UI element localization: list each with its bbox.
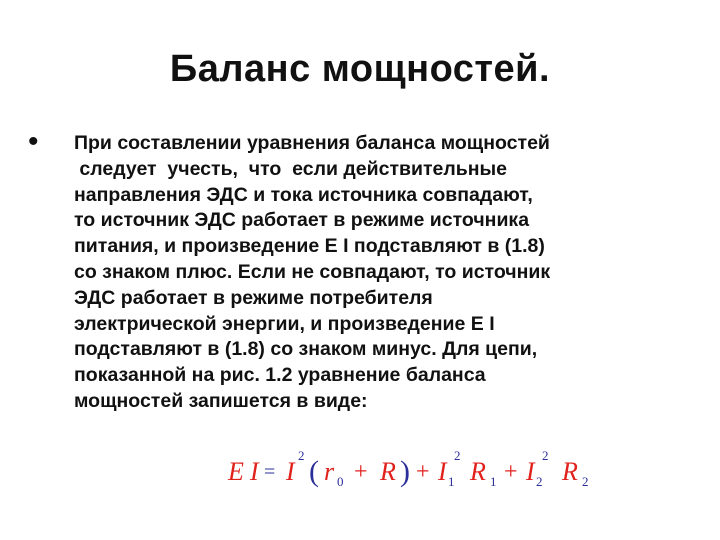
body-line: подставляют в (1.8) со знаком минус. Для цепи, [74, 338, 538, 361]
formula-R2-sub: 2 [582, 474, 589, 489]
slide-title: Баланс мощностей. [169, 48, 551, 90]
body-line: следует учесть, что если действительные [74, 157, 508, 180]
formula-r: r [324, 457, 335, 486]
formula-E: E [228, 457, 244, 486]
formula-equals: = [264, 461, 276, 483]
formula-plus: + [354, 459, 368, 485]
formula-I1: I [438, 457, 447, 486]
body-line: направления ЭДС и тока источника совпадают, [74, 183, 533, 206]
bullet-marker: • [28, 125, 39, 158]
body-line: то источник ЭДС работает в режиме источника [74, 209, 530, 232]
formula-lparen: ( [309, 455, 319, 488]
formula-plus: + [416, 459, 430, 485]
formula-R1: R [470, 457, 486, 486]
formula-R2: R [562, 457, 578, 486]
power-balance-formula [224, 446, 606, 490]
formula-I2-sub: 2 [536, 474, 543, 489]
formula-I2: I [526, 457, 535, 486]
body-line: электрической энергии, и произведение Е I [74, 312, 495, 335]
body-line: показанной на рис. 1.2 уравнение баланса [74, 364, 486, 387]
formula-rparen: ) [400, 455, 410, 488]
formula-plus: + [504, 459, 518, 485]
formula-I-total: I [286, 457, 295, 486]
body-line: мощностей запишется в виде: [74, 389, 368, 412]
body-line: питания, и произведение Е I подставляют в (1.8) [74, 235, 545, 258]
formula-square: 2 [542, 448, 549, 463]
formula-square: 2 [454, 448, 461, 463]
formula-I: I [250, 457, 259, 486]
formula-r-sub: 0 [337, 474, 344, 489]
body-line: При составлении уравнения баланса мощностей [74, 132, 550, 154]
formula-R1-sub: 1 [490, 474, 497, 489]
formula-R: R [380, 457, 396, 486]
formula-square: 2 [298, 448, 305, 463]
body-line: ЭДС работает в режиме потребителя [74, 286, 433, 309]
formula-I1-sub: 1 [448, 474, 455, 489]
body-line: со знаком плюс. Если не совпадают, то источник [74, 260, 551, 283]
body-paragraph [74, 131, 694, 415]
